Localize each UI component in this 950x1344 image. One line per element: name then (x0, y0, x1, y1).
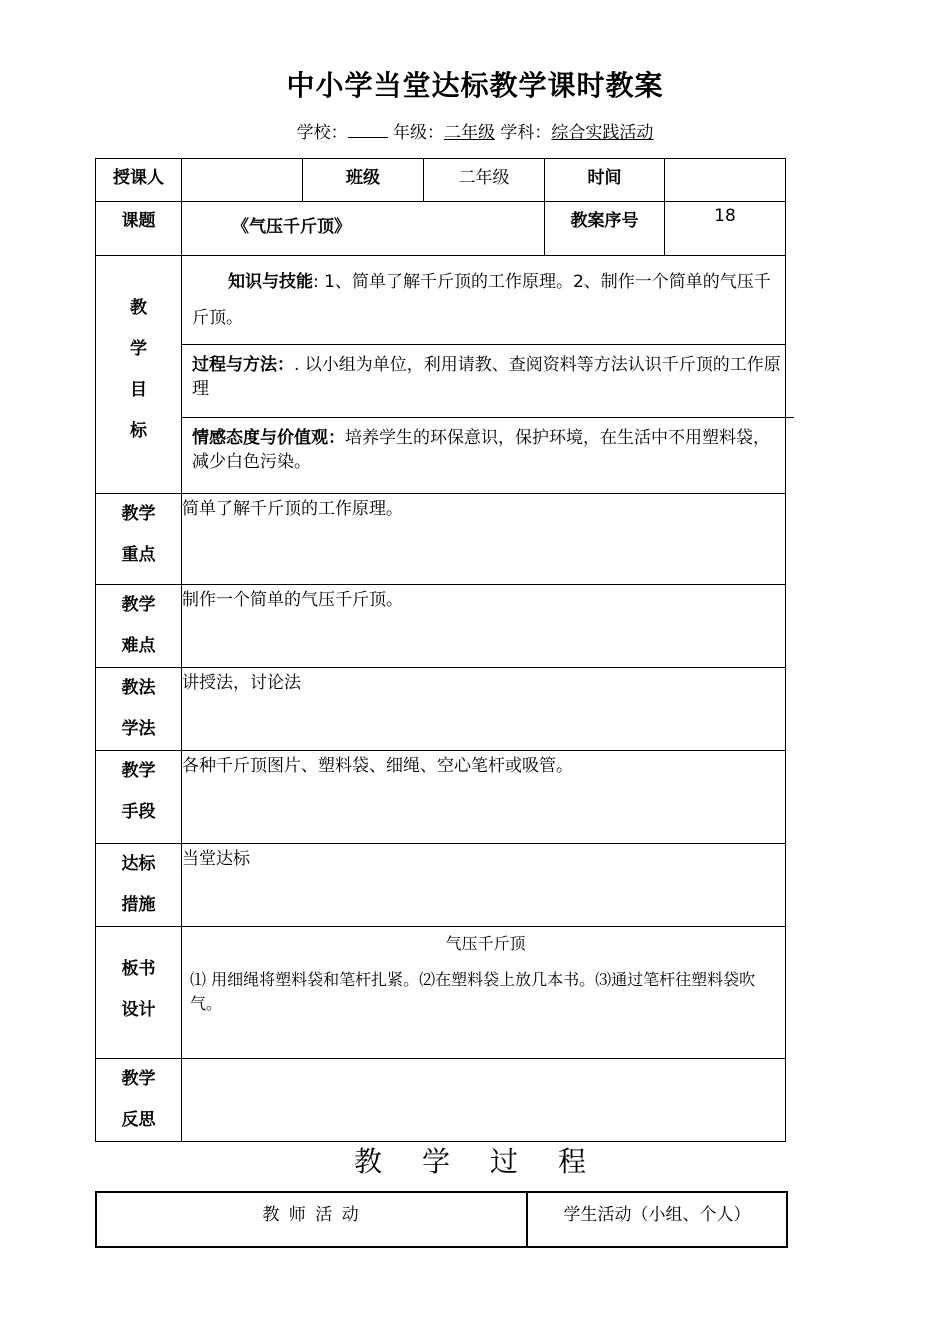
subject-value: 综合实践活动 (551, 123, 654, 143)
reflection-text (182, 1059, 786, 1142)
difficulty-row (96, 585, 786, 668)
emotion-text: 培养学生的环保意识，保护环境，在生活中不用塑料袋，减少白色污染。 (192, 428, 770, 472)
process-title: 教学过程 (353, 1145, 626, 1178)
subtitle-line (0, 118, 950, 143)
method-label-line2: 学法 (121, 719, 156, 739)
reflection-label-line2: 反思 (121, 1110, 156, 1130)
school-blank (348, 136, 388, 138)
board-text: ⑴ 用细绳将塑料袋和笔杆扎紧。⑵在塑料袋上放几本书。⑶通过笔杆往塑料袋吹气。 (190, 970, 756, 1013)
board-label (96, 927, 182, 1059)
goal-knowledge (182, 256, 785, 345)
school-label: 学校： (296, 123, 348, 143)
process-table (95, 1191, 788, 1248)
topic-value: 《气压千斤顶》 (182, 202, 545, 256)
measures-label-line1: 达标 (121, 854, 156, 874)
means-label (96, 751, 182, 844)
knowledge-text: : 1、简单了解千斤顶的工作原理。2、制作一个简单的气压千斤顶。 (192, 272, 771, 328)
teacher-label: 授课人 (96, 159, 182, 202)
method-row (96, 668, 786, 751)
measures-label (96, 844, 182, 927)
class-label: 班级 (303, 159, 424, 202)
key-point-row (96, 494, 786, 585)
measures-row (96, 844, 786, 927)
page-title: 中小学当堂达标教学课时教案 (286, 69, 664, 102)
subject-label: 学科： (500, 123, 552, 143)
difficulty-label-line2: 难点 (121, 636, 156, 656)
means-text: 各种千斤顶图片、塑料袋、细绳、空心笔杆或吸管。 (182, 751, 786, 844)
reflection-label (96, 1059, 182, 1142)
process-label: 过程与方法： (192, 355, 294, 375)
goals-label-char: 目 (130, 380, 147, 400)
method-label-line1: 教法 (121, 678, 156, 698)
goals-label-char: 教 (130, 298, 147, 318)
method-label (96, 668, 182, 751)
key-point-label-line2: 重点 (121, 545, 156, 565)
reflection-row (96, 1059, 786, 1142)
process-text: . 以小组为单位，利用请教、查阅资料等方法认识千斤顶的工作原理 (192, 355, 781, 399)
header-row (96, 159, 786, 202)
goal-emotion (182, 418, 785, 490)
grade-value: 二年级 (444, 123, 495, 143)
goals-label (96, 256, 182, 494)
means-label-line1: 教学 (121, 761, 156, 781)
key-point-label-line1: 教学 (121, 504, 156, 524)
topic-row (96, 202, 786, 256)
topic-label: 课题 (96, 202, 182, 256)
seq-label: 教案序号 (545, 202, 665, 256)
student-activity-header: 学生活动（小组、个人） (527, 1192, 787, 1247)
class-value: 二年级 (424, 159, 545, 202)
time-label: 时间 (545, 159, 665, 202)
emotion-label: 情感态度与价值观： (192, 428, 345, 448)
method-text: 讲授法，讨论法 (182, 668, 786, 751)
difficulty-label-line1: 教学 (121, 595, 156, 615)
reflection-label-line1: 教学 (121, 1069, 156, 1089)
board-label-line1: 板书 (121, 959, 156, 979)
teacher-value (182, 159, 303, 202)
means-row (96, 751, 786, 844)
means-label-line2: 手段 (121, 802, 156, 822)
knowledge-label: 知识与技能 (228, 272, 313, 292)
goal-process (182, 345, 794, 418)
lesson-plan-table (95, 158, 786, 1142)
seq-value: 18 (665, 202, 786, 256)
goals-label-char: 标 (130, 421, 147, 441)
key-point-text: 简单了解千斤顶的工作原理。 (182, 494, 786, 585)
measures-label-line2: 措施 (121, 895, 156, 915)
board-row (96, 927, 786, 1059)
measures-text: 当堂达标 (182, 844, 786, 927)
board-label-line2: 设计 (121, 1000, 156, 1020)
goals-row (96, 256, 786, 494)
difficulty-label (96, 585, 182, 668)
grade-label: 年级： (393, 123, 444, 143)
difficulty-text: 制作一个简单的气压千斤顶。 (182, 585, 786, 668)
teacher-activity-header: 教 师 活 动 (96, 1192, 527, 1247)
key-point-label (96, 494, 182, 585)
goals-label-char: 学 (130, 339, 147, 359)
board-title: 气压千斤顶 (445, 934, 526, 953)
time-value (665, 159, 786, 202)
